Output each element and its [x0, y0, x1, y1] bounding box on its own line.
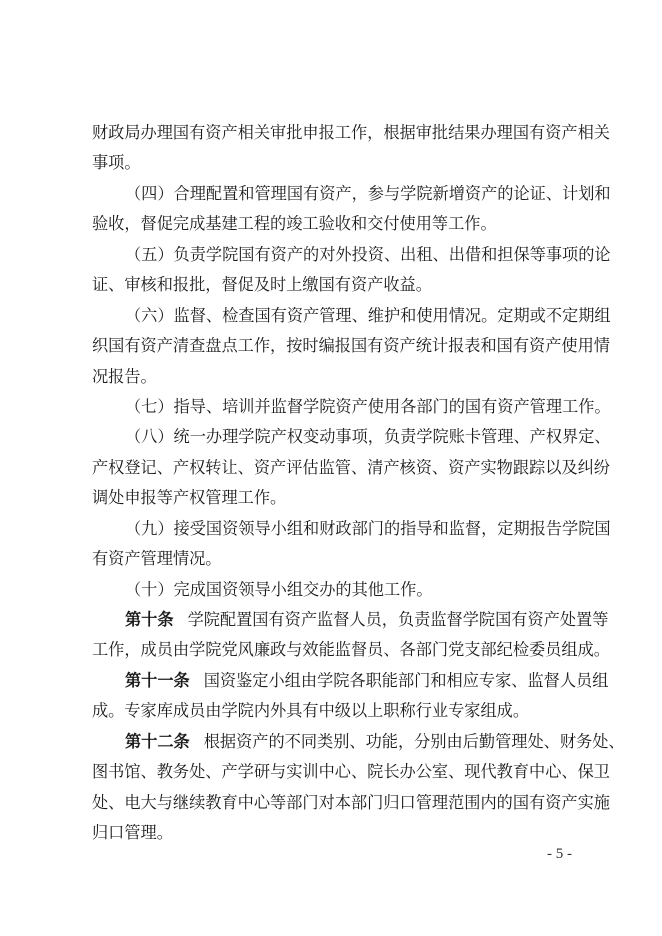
line-text: 调处申报等产权管理工作。 [92, 488, 287, 508]
article-heading: 第十一条 [125, 670, 190, 690]
line-text: 况报告。 [92, 366, 157, 386]
text-line [92, 331, 610, 361]
line-text: 织国有资产清查盘点工作，按时编报国有资产统计报表和国有资产使用情 [92, 336, 610, 356]
text-line [92, 666, 609, 696]
line-text: 产权登记、产权转让、资产评估监管、清产核资、资产实物跟踪以及纠纷 [92, 457, 610, 477]
line-text: （六）监督、检查国有资产管理、维护和使用情况。定期或不定期组 [125, 305, 611, 325]
text-line [92, 392, 611, 422]
text-line [92, 514, 611, 544]
text-line [92, 605, 609, 635]
text-line [92, 362, 576, 392]
line-text: 工作，成员由学院党风廉政与效能监督员、各部门党支部纪检委员组成。 [92, 640, 610, 660]
text-line [92, 301, 611, 331]
line-text: （四）合理配置和管理国有资产，参与学院新增资产的论证、计划和 [125, 183, 611, 203]
text-line [92, 757, 610, 787]
text-line [92, 696, 576, 726]
text-line [92, 544, 576, 574]
line-text: 处、电大与继续教育中心等部门对本部门归口管理范围内的国有资产实施 [92, 792, 610, 812]
line-text: （八）统一办理学院产权变动事项，负责学院账卡管理、产权界定、 [125, 427, 611, 447]
line-text: 国资鉴定小组由学院各职能部门和相应专家、监督人员组 [203, 670, 609, 690]
line-text: 成。专家库成员由学院内外具有中级以上职称行业专家组成。 [92, 701, 530, 721]
line-text: 图书馆、教务处、产学研与实训中心、院长办公室、现代教育中心、保卫 [92, 762, 610, 782]
article-heading: 第十二条 [125, 731, 190, 751]
line-text: （五）负责学院国有资产的对外投资、出租、出借和担保等事项的论 [125, 244, 611, 264]
text-line [92, 270, 576, 300]
text-line [92, 179, 611, 209]
page-number: - 5 - [547, 846, 572, 862]
line-text: 学院配置国有资产监督人员，负责监督学院国有资产处置等 [187, 610, 609, 629]
text-line [92, 422, 611, 452]
text-line [92, 209, 576, 239]
line-text: 有资产管理情况。 [92, 549, 222, 569]
text-line [92, 453, 610, 483]
text-line [92, 788, 610, 818]
line-text: 根据资产的不同类别、功能，分别由后勤管理处、财务处、 [203, 731, 625, 751]
text-line [92, 727, 625, 757]
line-text: 归口管理。 [92, 823, 173, 843]
article-heading: 第十条 [125, 610, 174, 629]
text-line [92, 483, 576, 513]
line-text: （九）接受国资领导小组和财政部门的指导和监督，定期报告学院国 [125, 518, 611, 538]
line-text: 验收，督促完成基建工程的竣工验收和交付使用等工作。 [92, 214, 497, 234]
line-text: （十）完成国资领导小组交办的其他工作。 [125, 579, 433, 599]
text-line [92, 818, 576, 848]
line-text: 事项。 [92, 153, 141, 173]
text-line [92, 118, 610, 148]
line-text: （七）指导、培训并监督学院资产使用各部门的国有资产管理工作。 [125, 396, 611, 416]
text-line [92, 635, 610, 665]
line-text: 证、审核和报批，督促及时上缴国有资产收益。 [92, 275, 432, 295]
document-body [92, 118, 625, 849]
line-text: 财政局办理国有资产相关审批申报工作，根据审批结果办理国有资产相关 [92, 123, 610, 142]
text-line [92, 148, 576, 178]
text-line [92, 240, 611, 270]
text-line [92, 575, 576, 605]
